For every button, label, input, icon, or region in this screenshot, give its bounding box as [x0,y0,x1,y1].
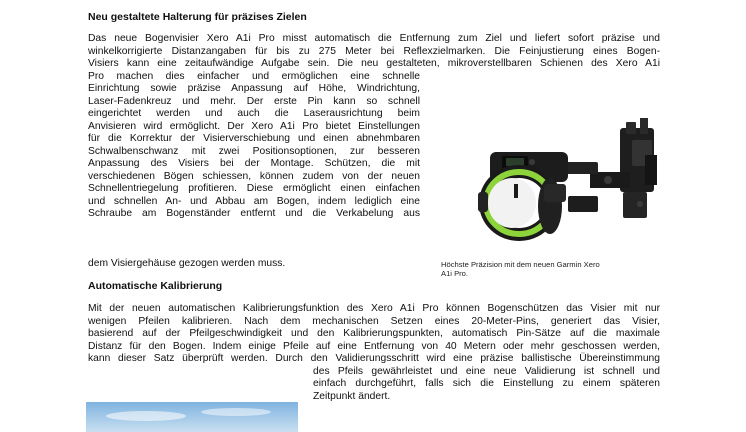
paragraph-line: verschiedenen Bögen schiessen, können zudem von der neuen [88,170,420,182]
image-caption: A1i Pro. [441,269,469,278]
paragraph-line: Anpassung des Visiers bei der Montage. Schützen, die mit [88,158,420,169]
paragraph-line: Pro machen dies einfacher und ermöglichen eine schnelle [88,70,420,82]
paragraph-line: einfach durchgeführt, falls sich die Einstellung zu einem späteren [313,378,660,389]
paragraph-line: Schnellentriegelung profitieren. Diese ermöglicht einen einfachen [88,183,420,194]
paragraph-line: wenigen Pfeilen kalibrieren. Nach dem mechanischen Setzen eines 20-Meter-Pins, generiert das Visier, [88,315,660,327]
paragraph-line: und schnellen An- und Abbau am Bogen, indem lediglich eine [88,195,420,207]
paragraph-line: basierend auf der Pfeilgeschwindigkeit und den Kalibrierungspunkten, automatisch Pin-Sätze auf die maximale [88,328,660,339]
paragraph-line: für die Korrektur der Visierverschiebung und einen abnehmbaren [88,133,420,144]
paragraph-line: Zeitpunkt ändert. [313,390,391,402]
section-heading-calibration: Automatische Kalibrierung [88,280,223,292]
sight-housing [478,152,568,241]
paragraph-line: Mit der neuen automatischen Kalibrierungsfunktion des Xero A1i Pro können Bogenschützen das Visier mit nur [88,303,660,314]
paragraph-line: des Pfeils gewährleistet und eine neue Validierung ist schnell und [313,365,660,377]
outdoor-photo [86,402,298,432]
paragraph-line: Anvisieren wird ermöglicht. Der Xero A1i Pro bietet Einstellungen [88,120,420,132]
paragraph-line: dem Visiergehäuse gezogen werden muss. [88,258,286,269]
paragraph-line: Visiers kann eine zeitaufwändige Aufgabe sein. Die neu gestalteten, mikroverstellbaren Schienen des Xero A1i [88,58,660,69]
paragraph-line: Schraube am Bogenständer entfernt und die Verkabelung aus [88,208,420,219]
paragraph-line: Schwalbenschwanz mit zwei Positionsoptionen, zur besseren [88,145,420,157]
paragraph-line: Einrichtung sowie präzise Anpassung auf Höhe, Windrichtung, [88,83,420,94]
image-caption: Höchste Präzision mit dem neuen Garmin Xero [441,260,600,269]
paragraph-line: kann dieser Satz überprüft werden. Durch den Validierungsschritt wird eine präzise ballistische Übereinstimmung [88,353,660,364]
bow-sight-product-image [440,100,666,250]
mounting-bracket [558,118,657,218]
paragraph-line: Das neue Bogenvisier Xero A1i Pro misst automatisch die Entfernung zum Ziel und liefert sofort präzise und [88,33,660,44]
paragraph-line: eingerichtet werden und auch die Laserausrichtung beim [88,108,420,119]
section-heading-mount: Neu gestaltete Halterung für präzises Zielen [88,11,307,23]
paragraph-line: Laser-Fadenkreuz und mehr. Der erste Pin kann so schnell [88,95,420,107]
paragraph-line: Distanz für den Bogen. Indem einige Pfeile auf eine Entfernung von 40 Metern oder mehr geschossen werden, [88,340,660,352]
paragraph-line: winkelkorrigierte Distanzangaben für bis zu 275 Meter bei Reflexzielmarken. Die Feinjustierung eines Bogen- [88,45,660,57]
